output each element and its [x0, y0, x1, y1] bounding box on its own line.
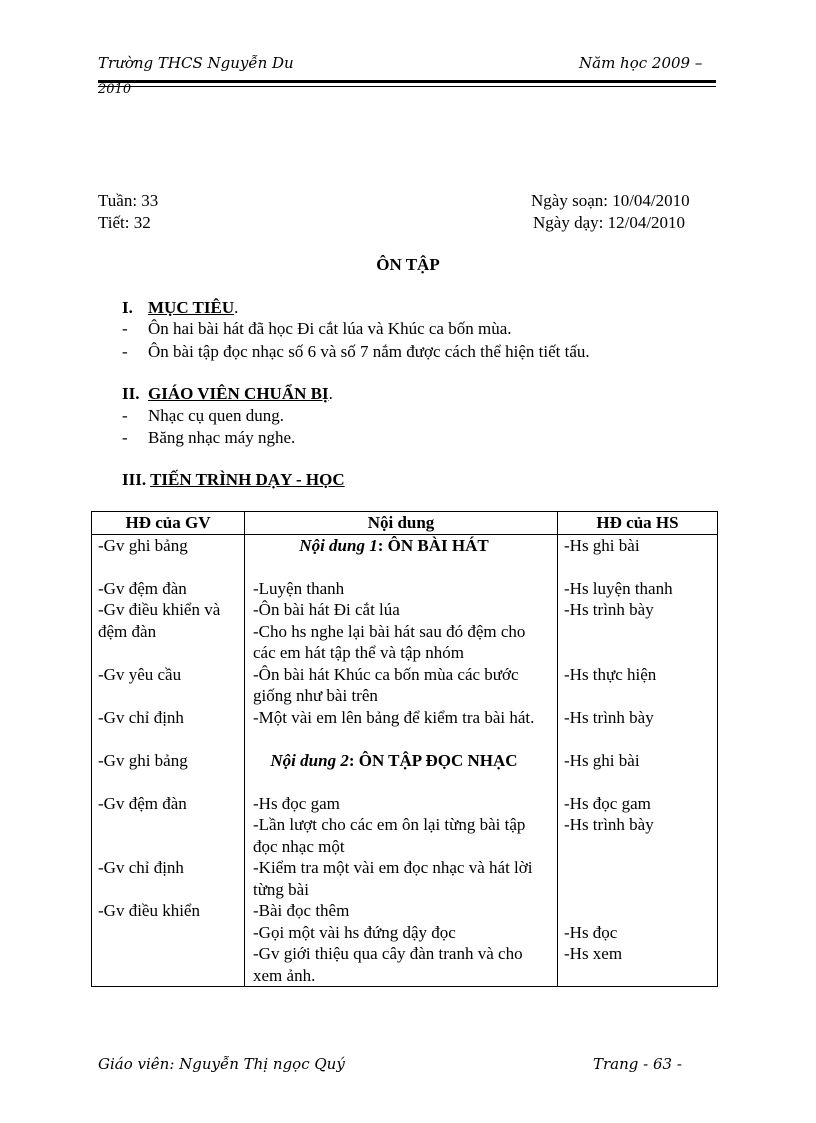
table-row	[92, 556, 718, 578]
content-title: : ÔN TẬP ĐỌC NHẠC	[348, 750, 518, 770]
section-number: II.	[122, 384, 140, 403]
table-row: -Gọi một vài hs đứng dậy đọc -Hs đọc	[92, 922, 718, 944]
header-rule-thick	[98, 80, 716, 83]
school-year: Năm học 2009 –	[579, 54, 703, 72]
column-header-content: Nội dung	[245, 512, 558, 535]
list-item: - Nhạc cụ quen dung.	[122, 406, 284, 425]
table-row: -Gv ghi bảng Nội dung 2: ÔN TẬP ĐỌC NHẠC -Hs ghi bài	[92, 750, 718, 772]
section-objectives-heading: I. MỤC TIÊU.	[122, 298, 239, 317]
content-label: Nội dung 2	[270, 750, 349, 770]
column-header-teacher: HĐ của GV	[92, 512, 245, 535]
table-row: -Gv chỉ định -Kiểm tra một vài em đọc nhạc và hát lời từng bài	[92, 857, 718, 900]
list-item: - Ôn bài tập đọc nhạc số 6 và số 7 nắm được cách thể hiện tiết tấu.	[122, 342, 590, 361]
table-row: -Gv đệm đàn -Luyện thanh -Hs luyện thanh	[92, 578, 718, 600]
section-title: GIÁO VIÊN CHUẨN BỊ	[148, 384, 329, 403]
date-prepared: Ngày soạn: 10/04/2010	[531, 191, 690, 210]
section-number: III.	[122, 470, 147, 489]
table-row: -Lần lượt cho các em ôn lại từng bài tập đọc nhạc một -Hs trình bày	[92, 814, 718, 857]
section-title: MỤC TIÊU	[148, 298, 235, 317]
table-row: -Gv yêu cầu -Ôn bài hát Khúc ca bốn mùa các bước giống như bài trên -Hs thực hiện	[92, 664, 718, 707]
table-row: -Gv điều khiển -Bài đọc thêm	[92, 900, 718, 922]
column-header-student: HĐ của HS	[558, 512, 718, 535]
list-item: - Ôn hai bài hát đã học Đi cắt lúa và Khúc ca bốn mùa.	[122, 319, 512, 338]
period-label: Tiết: 32	[98, 213, 151, 232]
header-rule-thin	[98, 86, 716, 87]
teacher-name: Giáo viên: Nguyễn Thị ngọc Quý	[98, 1055, 345, 1073]
week-label: Tuần: 33	[98, 191, 159, 210]
lesson-plan-table	[91, 511, 718, 987]
table-row: -Gv ghi bảng Nội dung 1: ÔN BÀI HÁT -Hs ghi bài	[92, 534, 718, 556]
table-row: -Gv chỉ định -Một vài em lên bảng để kiểm tra bài hát. -Hs trình bày	[92, 707, 718, 729]
section-number: I.	[122, 298, 133, 317]
table-header-row	[92, 512, 718, 535]
section-title: TIẾN TRÌNH DẠY - HỌC	[150, 470, 345, 489]
table-row: -Gv điều khiển và đệm đàn -Ôn bài hát Đi cắt lúa -Cho hs nghe lại bài hát sau đó đệm cho các em hát tập thể và tập nhóm -Hs trình bày	[92, 599, 718, 664]
list-item: - Băng nhạc máy nghe.	[122, 428, 296, 447]
content-title: : ÔN BÀI HÁT	[377, 535, 489, 555]
table-row	[92, 728, 718, 750]
section-preparation-heading: II. GIÁO VIÊN CHUẨN BỊ.	[122, 384, 333, 403]
page-title: ÔN TẬP	[376, 255, 440, 274]
date-taught: Ngày dạy: 12/04/2010	[533, 213, 686, 232]
table-row: -Gv đệm đàn -Hs đọc gam -Hs đọc gam	[92, 793, 718, 815]
school-name: Trường THCS Nguyễn Du	[98, 54, 294, 72]
table-row: -Gv giới thiệu qua cây đàn tranh và cho xem ảnh. -Hs xem	[92, 943, 718, 987]
section-procedure-heading	[122, 470, 345, 490]
page-number: Trang - 63 -	[593, 1055, 682, 1073]
school-year-end: 2010	[98, 82, 132, 97]
table-row	[92, 771, 718, 793]
content-label: Nội dung 1	[299, 535, 378, 555]
